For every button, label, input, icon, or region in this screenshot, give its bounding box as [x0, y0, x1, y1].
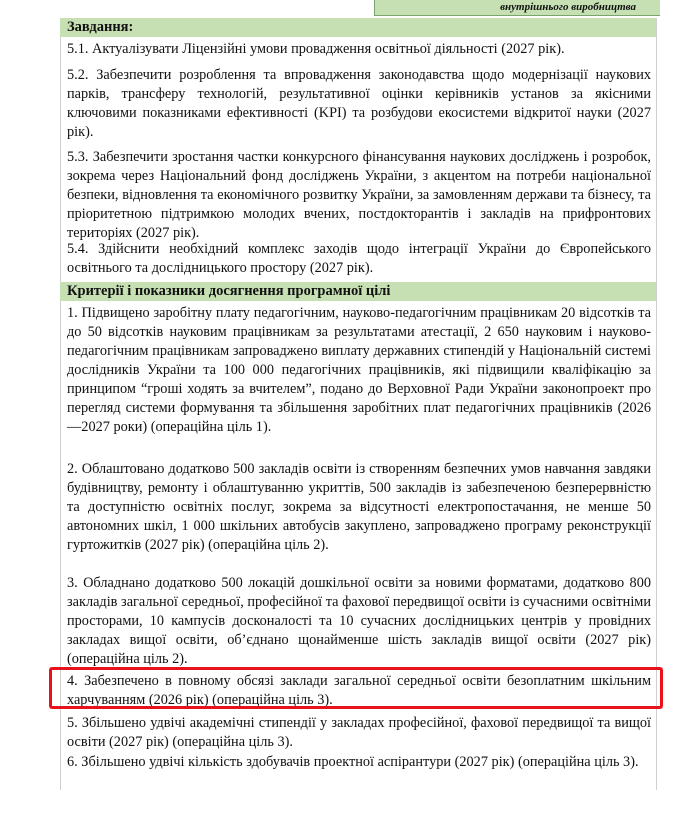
- task-5-4: 5.4. Здійснити необхідний комплекс заходів щодо інтеграції України до Європейського освітнього та дослідницького простору (2027 рік).: [67, 241, 651, 276]
- task-5-2: 5.2. Забезпечити розроблення та впровадження законодавства щодо модернізації наукових парків, трансферу технологій, результативної оцінки керівників установ за якісними ключовими показниками ефективності (KPI) та розбудови екосистеми відкритої науки (2027 рік).: [67, 67, 651, 140]
- criterion-1: 1. Підвищено заробітну плату педагогічним, науково-педагогічним працівникам 20 відсотків та до 50 відсотків науковим працівникам за результатами атестації, 2 650 науковим і науково-педагогічним працівникам запроваджено виплату державних стипендій у Національній системі дослідників України та 100 000 педагогічних працівників, які підвищили кваліфікацію за принципом “гроші ходять за вчителем”, подано до Верховної Ради України законопроект про перегляд системи формування та збільшення заробітних плат педагогічних працівників (2026—2027 роки) (операційна ціль 1).: [67, 305, 651, 435]
- criteria-section-header: Критерії і показники досягнення програмної цілі: [60, 282, 656, 301]
- highlight-box: [49, 667, 663, 709]
- criterion-3: 3. Обладнано додатково 500 локацій дошкільної освіти за новими форматами, додатково 800 закладів загальної середньої, професійної та фахової передвищої освіти із сучасними освітніми просторами, 10 кампусів досконалості та 10 сучасних дослідницьких центрів у провідних закладах вищої освіти, об’єднано щонайменше шість закладів вищої освіти (2027 рік) (операційна ціль 2).: [67, 575, 651, 667]
- task-5-3: 5.3. Забезпечити зростання частки конкурсного фінансування наукових досліджень і розробок, зокрема через Національний фонд досліджень України, з акцентом на потреби національної безпеки, відновлення та економічного розвитку України, за замовленням держави та бізнесу, та пріоритетною підтримкою молодих вчених, постдокторантів і закладів на прифронтових територіях (2027 рік).: [67, 149, 651, 241]
- criterion-5: 5. Збільшено удвічі академічні стипендії у закладах професійної, фахової передвищої та вищої освіти (2027 рік) (операційна ціль 3).: [67, 715, 651, 750]
- criterion-6: 6. Збільшено удвічі кількість здобувачів проектної аспірантури (2027 рік) (операційна ціль 3).: [67, 754, 639, 770]
- tasks-section-header: Завдання:: [60, 18, 656, 37]
- task-5-1: 5.1. Актуалізувати Ліцензійні умови провадження освітньої діяльності (2027 рік).: [67, 41, 565, 57]
- top-table-cell: [374, 0, 660, 16]
- criterion-2: 2. Облаштовано додатково 500 закладів освіти із створенням безпечних умов навчання завдяки будівництву, ремонту і облаштуванню укриттів, 500 закладів із забезпеченою безперервністю та доступністю освітніх послуг, зокрема за відсутності електропостачання, не менше 50 автономних шкіл, 1 000 шкільних автобусів закуплено, запроваджено програму реконструкції гуртожитків (2027 рік) (операційна ціль 2).: [67, 461, 651, 553]
- top-note: внутрішнього виробництва: [500, 1, 636, 13]
- criterion-4: 4. Забезпечено в повному обсязі заклади загальної середньої освіти безоплатним шкільним харчуванням (2026 рік) (операційна ціль 3).: [67, 673, 651, 708]
